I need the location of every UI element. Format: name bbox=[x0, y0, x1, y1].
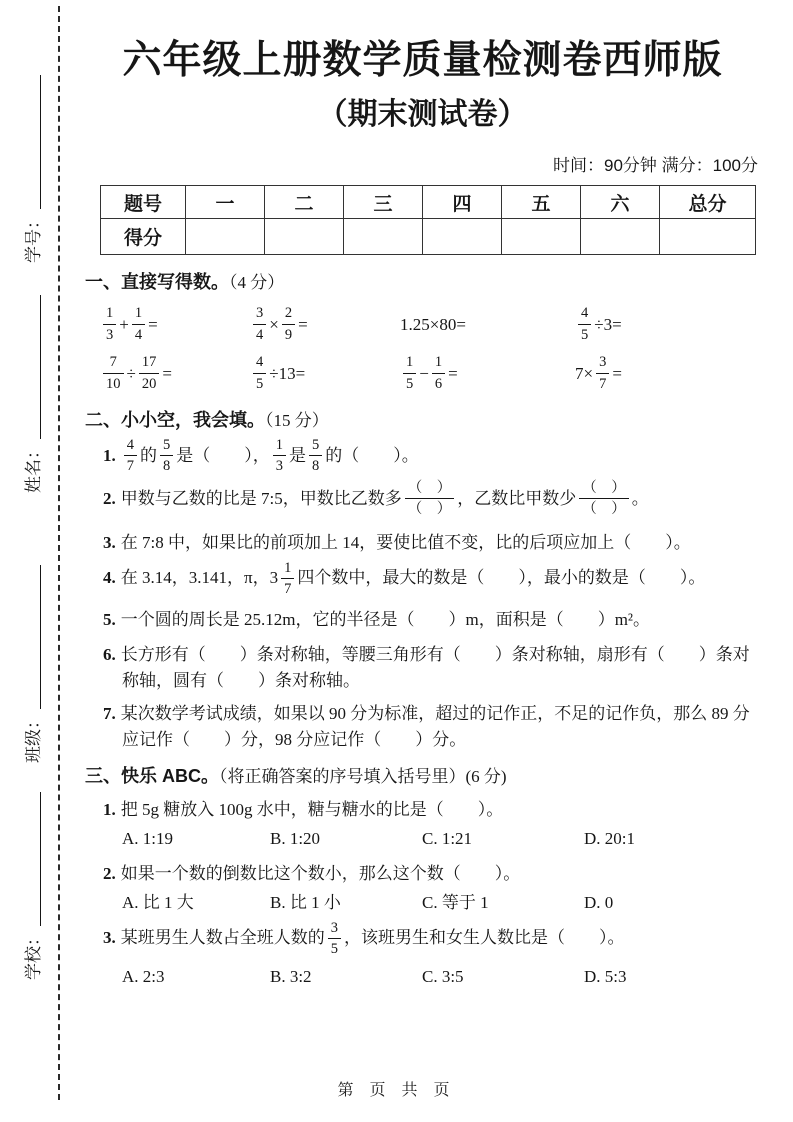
score-row-label: 得分 bbox=[101, 219, 186, 255]
section3-instruction-note: （将正确答案的序号填入括号里） bbox=[219, 766, 466, 786]
score-table-col-6: 六 bbox=[581, 186, 660, 219]
fraction: $\frac{7}{10}$ bbox=[103, 353, 124, 392]
option-c: C. 1:21 bbox=[422, 828, 473, 848]
score-table-score-row bbox=[101, 219, 756, 255]
fraction: $\frac{( )}{( )}$ bbox=[579, 479, 629, 518]
fraction: $\frac{1}{3}$ bbox=[103, 304, 116, 343]
score-cell bbox=[502, 219, 581, 255]
item-number: 7. bbox=[103, 703, 116, 723]
name-label: 姓名： bbox=[24, 442, 43, 493]
score-table-col-4: 四 bbox=[423, 186, 502, 219]
score-cell bbox=[423, 219, 502, 255]
choice-question-1 bbox=[85, 797, 760, 852]
item-number: 4. bbox=[103, 568, 116, 588]
student-number-label: 学号： bbox=[24, 212, 43, 263]
score-table-corner: 题号 bbox=[101, 186, 186, 219]
math-expression: $\frac{1}{3}$ + $\frac{1}{4}$ = bbox=[100, 304, 250, 346]
margin-field-name bbox=[19, 293, 45, 493]
score-table-col-1: 一 bbox=[186, 186, 265, 219]
option-b: B. 3:2 bbox=[270, 967, 312, 986]
student-number-blank-line bbox=[40, 75, 41, 209]
fraction: $\frac{5}{8}$ bbox=[309, 436, 322, 475]
item-number: 3. bbox=[103, 928, 116, 948]
fill-blank-item-4 bbox=[85, 559, 760, 597]
fraction: $\frac{3}{5}$ bbox=[328, 919, 341, 958]
binding-dashed-line bbox=[58, 6, 60, 1100]
option-a: A. 1:19 bbox=[122, 828, 173, 848]
score-cell bbox=[344, 219, 423, 255]
choice-question-2 bbox=[85, 861, 760, 916]
choice-question-3 bbox=[85, 919, 760, 990]
score-table-col-5: 五 bbox=[502, 186, 581, 219]
math-expression: $\frac{3}{4}$ × $\frac{2}{9}$ = bbox=[250, 304, 400, 346]
fraction: $\frac{4}{7}$ bbox=[124, 436, 137, 475]
item-text: 长方形有（ ）条对称轴，等腰三角形有（ ）条对称轴，扇形有（ ）条对称轴，圆有（ ）条对称轴。 bbox=[120, 644, 750, 690]
fill-blank-item-5 bbox=[85, 607, 760, 633]
score-table-header-row bbox=[101, 186, 756, 219]
score-table-col-3: 三 bbox=[344, 186, 423, 219]
score-table-col-total: 总分 bbox=[660, 186, 756, 219]
math-expression: $\frac{1}{5}$ − $\frac{1}{6}$ = bbox=[400, 353, 575, 395]
option-b: B. 1:20 bbox=[270, 828, 321, 848]
name-blank-line bbox=[40, 295, 41, 439]
question-stem bbox=[85, 861, 760, 887]
fraction: $\frac{1}{5}$ bbox=[403, 353, 416, 392]
section2-heading-text: 二、小小空，我会填。 bbox=[85, 410, 265, 430]
item-number: 3. bbox=[103, 532, 116, 552]
score-table-col-2: 二 bbox=[265, 186, 344, 219]
option-d: D. 20:1 bbox=[584, 828, 635, 848]
score-cell bbox=[186, 219, 265, 255]
option-d: D. 0 bbox=[584, 892, 614, 912]
option-b: B. 比 1 小 bbox=[270, 892, 341, 912]
fill-blank-item-7 bbox=[85, 701, 760, 753]
section1-score-note: （4 分） bbox=[229, 273, 285, 292]
section2-score-note: （15 分） bbox=[265, 411, 329, 430]
page-subtitle: （期末测试卷） bbox=[317, 98, 528, 131]
fraction: $\frac{5}{8}$ bbox=[160, 436, 173, 475]
section3-heading-text: 三、快乐 ABC。 bbox=[85, 765, 219, 786]
fill-blank-item-6 bbox=[85, 642, 760, 694]
fraction: $\frac{2}{9}$ bbox=[282, 304, 295, 343]
score-cell bbox=[581, 219, 660, 255]
item-text: $\frac{4}{7}$ 的 $\frac{5}{8}$ 是（ ）， $\frac{1}{3}$ 是 $\frac{5}{8}$ 的（ ）。 bbox=[121, 446, 419, 465]
option-a: A. 2:3 bbox=[122, 967, 165, 986]
section1-heading bbox=[85, 271, 760, 294]
math-expression: 7× $\frac{3}{7}$ = bbox=[575, 354, 622, 392]
fraction: $\frac{3}{7}$ bbox=[596, 353, 609, 392]
question-stem bbox=[85, 797, 760, 823]
section3-score-note: (6 分) bbox=[465, 766, 507, 786]
fraction: $\frac{3}{4}$ bbox=[253, 304, 266, 343]
section2-heading bbox=[85, 409, 760, 432]
fraction: $\frac{17}{20}$ bbox=[139, 353, 160, 392]
math-expression: $\frac{7}{10}$ ÷ $\frac{17}{20}$ = bbox=[100, 353, 250, 395]
math-expression: 1.25×80= bbox=[400, 315, 466, 334]
option-c: C. 等于 1 bbox=[422, 892, 489, 912]
question-stem bbox=[85, 919, 760, 957]
item-text: 某次数学考试成绩，如果以 90 分为标准，超过的记作正，不足的记作负，那么 89 分应记作（ ）分，98 分应记作（ ）分。 bbox=[120, 703, 750, 749]
math-expression: $\frac{4}{5}$ ÷13= bbox=[250, 353, 400, 395]
choice-options bbox=[85, 890, 760, 916]
paper-content bbox=[85, 0, 760, 990]
item-text: 甲数与乙数的比是 7:5，甲数比乙数多 $\frac{( )}{( )}$ ，乙数比甲数少 $\frac{( )}{( )}$ 。 bbox=[120, 480, 649, 518]
item-number: 2. bbox=[103, 863, 116, 883]
margin-field-student-number bbox=[19, 73, 45, 263]
item-text: 如果一个数的倒数比这个数小，那么这个数（ ）。 bbox=[120, 863, 521, 883]
item-text: 把 5g 糖放入 100g 水中，糖与糖水的比是（ ）。 bbox=[120, 799, 504, 819]
fraction: $\frac{1}{7}$ bbox=[281, 559, 294, 598]
mental-math-grid bbox=[85, 304, 760, 395]
time-and-score-info: 时间：90分钟 满分：100分 bbox=[553, 156, 758, 175]
option-a: A. 比 1 大 bbox=[122, 892, 194, 912]
choice-options bbox=[85, 826, 760, 852]
item-number: 1. bbox=[103, 445, 116, 465]
item-text: 在 7:8 中，如果比的前项加上 14，要使比值不变，比的后项应加上（ ）。 bbox=[120, 532, 691, 552]
item-text: 在 3.14，3.141，π，3 $\frac{1}{7}$ 四个数中，最大的数是（ ），最小的数是（ ）。 bbox=[120, 559, 706, 597]
class-blank-line bbox=[40, 565, 41, 709]
section3-heading bbox=[85, 765, 760, 788]
section1-heading-text: 一、直接写得数。 bbox=[85, 272, 229, 292]
page-title: 六年级上册数学质量检测卷西师版 bbox=[122, 39, 723, 82]
margin-field-class bbox=[19, 563, 45, 763]
option-d: D. 5:3 bbox=[584, 967, 627, 986]
item-text: 一个圆的周长是 25.12m，它的半径是（ ）m，面积是（ ）m²。 bbox=[120, 609, 651, 629]
school-blank-line bbox=[40, 792, 41, 926]
fraction: $\frac{1}{3}$ bbox=[273, 436, 286, 475]
item-number: 6. bbox=[103, 644, 116, 664]
school-label: 学校： bbox=[24, 929, 43, 980]
fraction: $\frac{1}{4}$ bbox=[132, 304, 145, 343]
item-number: 2. bbox=[103, 488, 116, 508]
score-cell bbox=[660, 219, 756, 255]
margin-field-school bbox=[19, 790, 45, 980]
fraction: $\frac{( )}{( )}$ bbox=[405, 479, 455, 518]
class-label: 班级： bbox=[24, 712, 43, 763]
choice-options bbox=[85, 964, 760, 990]
fill-blank-item-2 bbox=[85, 480, 760, 518]
fraction: $\frac{1}{6}$ bbox=[432, 353, 445, 392]
page-footer: 第 页 共 页 bbox=[337, 1082, 456, 1099]
score-cell bbox=[265, 219, 344, 255]
fraction: $\frac{4}{5}$ bbox=[253, 353, 266, 392]
item-number: 1. bbox=[103, 799, 116, 819]
fill-blank-item-3 bbox=[85, 530, 760, 556]
score-table bbox=[100, 185, 756, 255]
option-c: C. 3:5 bbox=[422, 967, 464, 986]
fraction: $\frac{4}{5}$ bbox=[578, 304, 591, 343]
fill-blank-item-1 bbox=[85, 437, 760, 475]
item-text: 某班男生人数占全班人数的 $\frac{3}{5}$ ，该班男生和女生人数比是（ ）。 bbox=[120, 919, 625, 957]
item-number: 5. bbox=[103, 609, 116, 629]
math-expression: $\frac{4}{5}$ ÷3= bbox=[575, 304, 760, 346]
